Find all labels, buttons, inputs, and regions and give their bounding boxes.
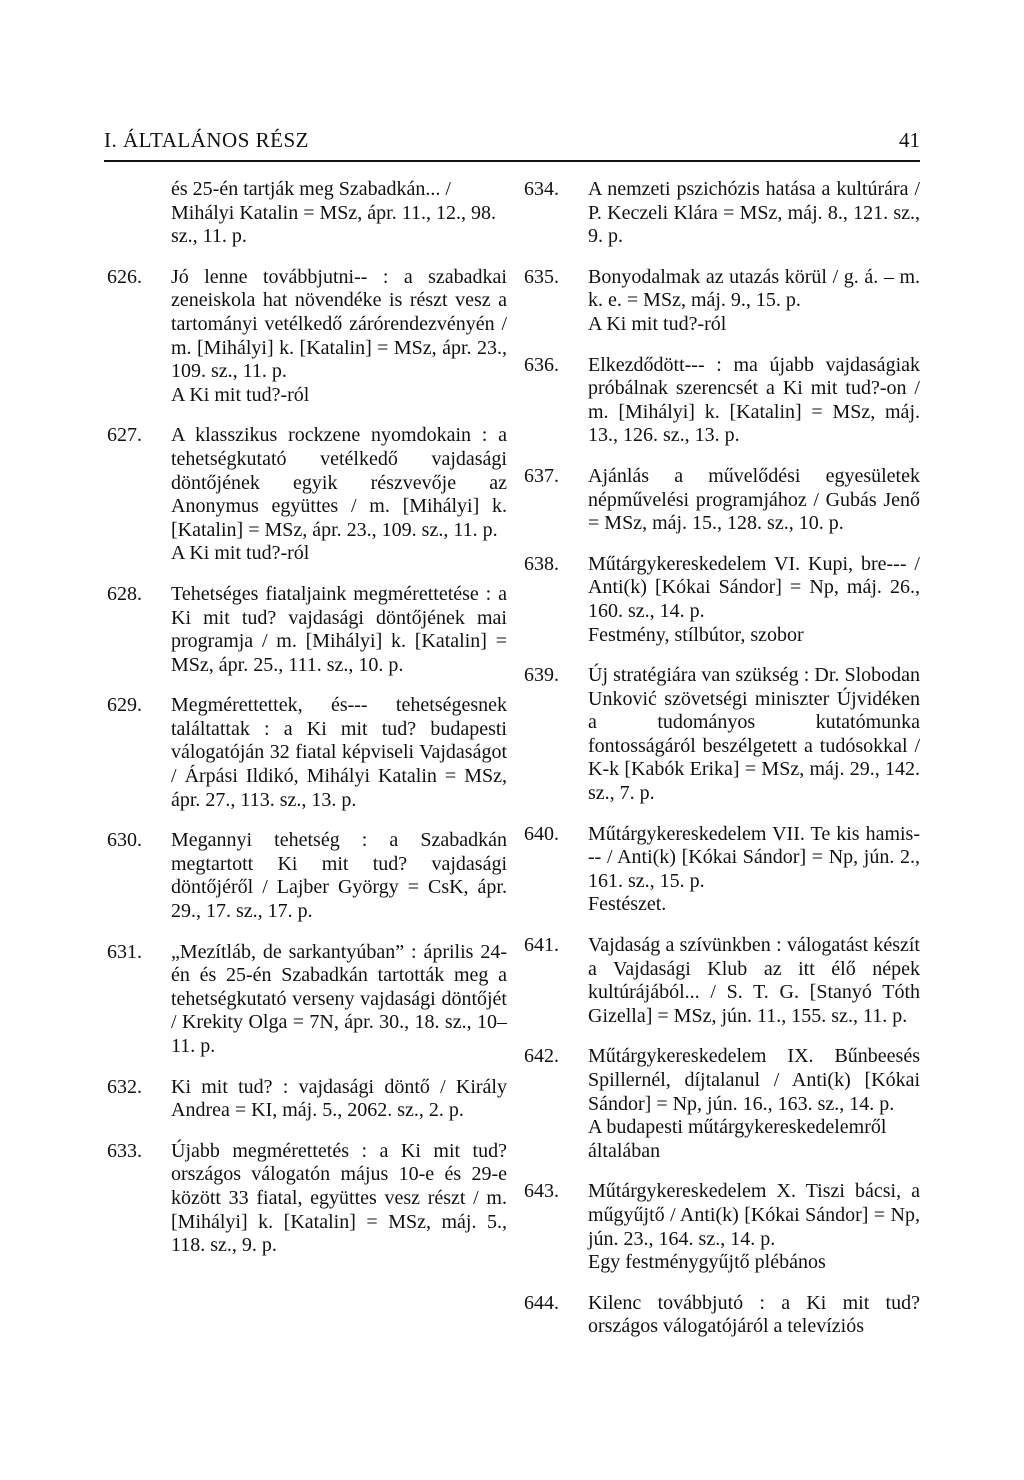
entry-citation: Műtárgykereskedelem IX. Bűnbeesés Spillernél, díjtalanul / Anti(k) [Kókai Sándor] = Np, jún. 16., 163. sz., 14. p. <box>588 1045 920 1115</box>
bibliography-entry <box>524 664 924 806</box>
bibliography-entry <box>524 553 924 647</box>
entry-text-block <box>588 664 920 806</box>
right-column <box>524 178 924 1356</box>
entry-citation: Jó lenne továbbjutni-- : a szabadkai zeneiskola hat növendéke is részt vesz a tartományi vetélkedő zárórendezvényén / m. [Mihályi] k. [Katalin] = MSz, ápr. 23., 109. sz., 11. p. <box>171 265 507 383</box>
entry-number: 632. <box>107 1075 142 1098</box>
entry-citation: Elkezdődött--- : ma újabb vajdaságiak próbálnak szerencsét a Ki mit tud?-on / m. [Mihályi] k. [Katalin] = MSz, máj. 13., 126. sz., 13. p. <box>588 353 920 447</box>
bibliography-entry <box>107 583 507 677</box>
bibliography-entry <box>524 354 924 448</box>
entry-citation: Megannyi tehetség : a Szabadkán megtartott Ki mit tud? vajdasági döntőjéről / Lajber György = CsK, ápr. 29., 17. sz., 17. p. <box>171 829 507 923</box>
entry-text-block <box>588 354 920 448</box>
entry-citation: Tehetséges fiataljaink megmérettetése : a Ki mit tud? vajdasági döntőjének mai programja / m. [Mihályi] k. [Katalin] = MSz, ápr. 25., 111. sz., 10. p. <box>171 582 507 676</box>
entry-text-block <box>171 424 507 566</box>
bibliography-entry <box>524 178 924 249</box>
entry-number: 634. <box>524 178 559 200</box>
entry-citation: Kilenc továbbjutó : a Ki mit tud? országos válogatójáról a televíziós <box>588 1291 920 1338</box>
entry-number: 631. <box>107 940 142 963</box>
entry-annotation: A budapesti műtárgykereskedelemről általában <box>588 1116 887 1162</box>
entry-number: 626. <box>107 265 142 288</box>
entry-number: 629. <box>107 694 142 717</box>
entry-text-block <box>588 1292 920 1339</box>
entry-citation: Új stratégiára van szükség : Dr. Slobodan Unković szövetségi miniszter Újvidéken a tudományos kutatómunka fontosságáról beszélgetett a tudósokkal / K-k [Kabók Erika] = MSz, máj. 29., 142. sz., 7. p. <box>588 664 920 805</box>
entry-citation: Vajdaság a szívünkben : válogatást készít a Vajdasági Klub az itt élő népek kultúrájából... / S. T. G. [Stanyó Tóth Gizella] = MSz, jún. 11., 155. sz., 11. p. <box>588 934 920 1027</box>
bibliography-entry <box>107 829 507 923</box>
entry-citation: Ki mit tud? : vajdasági döntő / Király Andrea = KI, máj. 5., 2062. sz., 2. p. <box>171 1075 507 1122</box>
entry-text-block <box>588 1180 920 1274</box>
entry-annotation: Festészet. <box>588 893 667 916</box>
entry-text-block <box>171 1140 507 1258</box>
entry-citation: Bonyodalmak az utazás körül / g. á. – m. k. e. = MSz, máj. 9., 15. p. <box>588 265 920 312</box>
entry-number: 640. <box>524 822 559 845</box>
entry-text-block <box>171 941 507 1059</box>
entry-text-block <box>588 934 920 1028</box>
entry-number: 630. <box>107 829 142 852</box>
entry-annotation: Festmény, stílbútor, szobor <box>588 623 804 646</box>
entry-annotation: A Ki mit tud?-ról <box>171 542 310 565</box>
continued-entry-text: és 25-én tartják meg Szabadkán... / Mihályi Katalin = MSz, ápr. 11., 12., 98. sz., 11. p. <box>171 178 496 248</box>
bibliography-entry <box>107 424 507 566</box>
bibliography-entry <box>524 1292 924 1339</box>
entry-citation: Megmérettettek, és--- tehetségesnek találtattak : a Ki mit tud? budapesti válogatóján 32 fiatal képviseli Vajdaságot / Árpási Ildikó, Mihályi Katalin = MSz, ápr. 27., 113. sz., 13. p. <box>171 694 507 811</box>
entry-number: 633. <box>107 1139 142 1162</box>
bibliography-entry <box>524 1045 924 1163</box>
bibliography-entry <box>524 465 924 536</box>
bibliography-entry <box>107 1140 507 1258</box>
entry-text-block <box>171 266 507 408</box>
entry-citation: A klasszikus rockzene nyomdokain : a tehetségkutató vetélkedő vajdasági döntőjének egyik részvevője az Anonymus együttes / m. [Mihályi] k. [Katalin] = MSz, ápr. 23., 109. sz., 11. p. <box>171 424 507 541</box>
entry-annotation: Egy festménygyűjtő plébános <box>588 1251 826 1274</box>
entry-number: 636. <box>524 353 559 376</box>
entry-text-block <box>171 583 507 677</box>
bibliography-entry <box>107 1076 507 1123</box>
entry-number: 641. <box>524 934 559 957</box>
entry-text-block <box>588 823 920 917</box>
page-number: 41 <box>899 128 920 152</box>
bibliography-entry <box>107 941 507 1059</box>
entry-citation: Műtárgykereskedelem VI. Kupi, bre--- / Anti(k) [Kókai Sándor] = Np, máj. 26., 160. sz., 14. p. <box>588 552 920 622</box>
entry-citation: Műtárgykereskedelem X. Tiszi bácsi, a műgyűjtő / Anti(k) [Kókai Sándor] = Np, jún. 23., 164. sz., 14. p. <box>588 1180 920 1250</box>
bibliography-entry <box>524 266 924 337</box>
entry-number: 628. <box>107 582 142 605</box>
bibliography-entry <box>107 266 507 408</box>
entry-text-block <box>588 1045 920 1163</box>
bibliography-entry <box>524 934 924 1028</box>
entry-text-block <box>588 178 920 249</box>
entry-annotation: A Ki mit tud?-ról <box>588 312 727 335</box>
entry-text-block <box>171 829 507 923</box>
bibliography-entry <box>524 823 924 917</box>
bibliography-entry <box>107 694 507 812</box>
entry-number: 639. <box>524 664 559 687</box>
left-column <box>107 178 507 1275</box>
entry-citation: Műtárgykereskedelem VII. Te kis hamis--- / Anti(k) [Kókai Sándor] = Np, jún. 2., 161. sz., 15. p. <box>588 822 920 892</box>
entry-number: 637. <box>524 464 559 487</box>
entry-number: 642. <box>524 1045 559 1068</box>
entry-text-block <box>588 266 920 337</box>
entry-number: 643. <box>524 1180 559 1203</box>
entry-text-block <box>588 553 920 647</box>
entry-citation: A nemzeti pszichózis hatása a kultúrára / P. Keczeli Klára = MSz, máj. 8., 121. sz., 9. p. <box>588 178 920 248</box>
bibliography-entry <box>524 1180 924 1274</box>
entry-text-block <box>171 694 507 812</box>
page-header <box>104 124 920 162</box>
entry-number: 635. <box>524 265 559 288</box>
entry-citation: Újabb megmérettetés : a Ki mit tud? országos válogatón május 10-e és 29-e között 33 fiatal, együttes vesz részt / m. [Mihályi] k. [Katalin] = MSz, máj. 5., 118. sz., 9. p. <box>171 1139 507 1257</box>
entry-text-block <box>588 465 920 536</box>
entry-number: 644. <box>524 1291 559 1314</box>
entry-number: 638. <box>524 552 559 575</box>
entry-text-block <box>171 1076 507 1123</box>
entry-citation: „Mezítláb, de sarkantyúban” : április 24-én és 25-én Szabadkán tartották meg a tehetségkutató verseny vajdasági döntőjét / Krekity Olga = 7N, ápr. 30., 18. sz., 10–11. p. <box>171 940 507 1057</box>
section-title: I. ÁLTALÁNOS RÉSZ <box>104 128 309 152</box>
entry-annotation: A Ki mit tud?-ról <box>171 383 310 406</box>
entry-citation: Ajánlás a művelődési egyesületek népművelési programjához / Gubás Jenő = MSz, máj. 15., 128. sz., 10. p. <box>588 464 920 535</box>
entry-number: 627. <box>107 424 142 447</box>
